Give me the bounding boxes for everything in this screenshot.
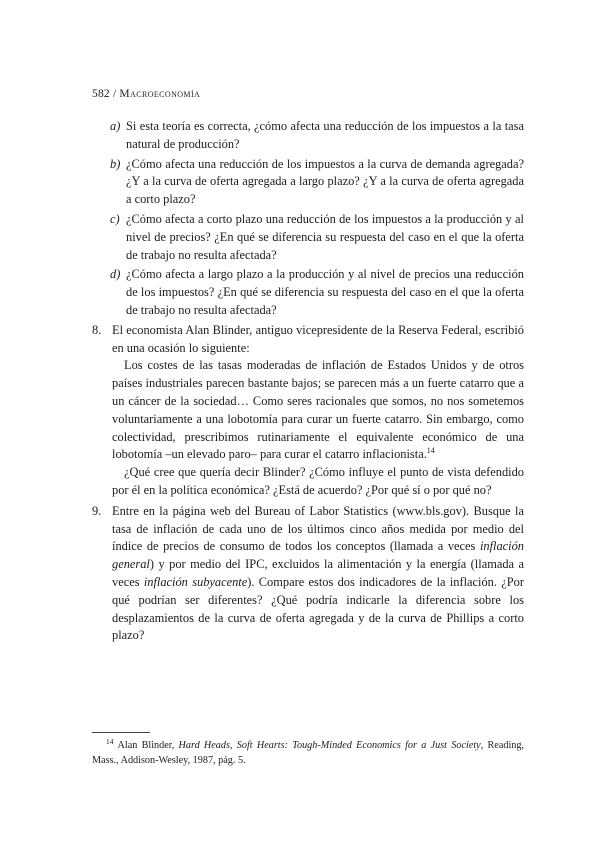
subitem-b [92, 156, 524, 209]
question-intro: El economista Alan Blinder, antiguo vicepresidente de la Reserva Federal, escribió en una ocasión lo siguiente: [112, 322, 524, 355]
footnote-reference[interactable]: 14 [426, 446, 435, 456]
quote-text: Los costes de las tasas moderadas de inflación de Estados Unidos y de otros países industriales parecen bastante bajos; se parecen más a un fuerte catarro que a un cáncer de la sociedad… Como seres racionales que somos, no nos sometemos voluntariamente a una lobotomía para curar un fuerte catarro. Sin embargo, como colectividad, prescribimos rutinariamente el equivalente económico de una lobotomía –un elevado paro– para curar el catarro inflacionista. [112, 358, 524, 462]
subitem-label: c) [110, 211, 120, 226]
question-text: ). Compare estos dos indicadores de la inflación. ¿Por qué podrían ser diferentes? ¿Qué podría indicarle la diferencia sobre los desplazamientos de la curva de oferta agregada y de la curva de Phillips a corto plazo? [112, 574, 524, 643]
question-number: 8. [92, 322, 102, 337]
footnote-number: 14 [106, 736, 114, 746]
header-separator: / [112, 88, 117, 100]
subitem-c [92, 211, 524, 264]
page-number: 582 [92, 88, 110, 100]
question-text: Entre en la página web del Bureau of Labor Statistics (www.bls.gov). Busque la tasa de inflación de cada uno de los últimos cinco años medida por medio del índice de precios de consumo de todos los conceptos (llamada a veces [112, 503, 524, 554]
subitem-label: a) [110, 119, 121, 133]
subitem-d [92, 266, 524, 319]
question-8-followup: ¿Qué cree que quería decir Blinder? ¿Cómo influye el punto de vista defendido por él en la política económica? ¿Está de acuerdo? ¿Por qué sí o por qué no? [112, 465, 524, 497]
footnote-author: Alan Blinder, [117, 740, 179, 751]
subitem-a [92, 118, 524, 154]
question-9 [92, 503, 524, 645]
footnote-details: , Reading, Mass., Addison-Wesley, 1987, pág. 5. [92, 740, 525, 766]
running-header [92, 88, 200, 100]
term-inflacion-subyacente: inflación subyacente [143, 574, 248, 589]
footnote-book-title: Hard Heads, Soft Hearts: Tough-Minded Economics for a Just Society [178, 740, 481, 751]
footnote-divider [92, 732, 150, 733]
footnote [92, 738, 524, 768]
exercise-list [92, 118, 524, 645]
subitem-text: Si esta teoría es correcta, ¿cómo afecta una reducción de los impuestos a la tasa natural de producción? [126, 119, 524, 151]
question-text: ) y por medio del IPC, excluidos la alimentación y la energía (llamada a veces [112, 557, 524, 589]
question-8 [92, 322, 524, 358]
subitem-text: ¿Cómo afecta una reducción de los impuestos a la curva de demanda agregada? ¿Y a la curva de oferta agregada a largo plazo? ¿Y a la curva de oferta agregada a corto plazo? [126, 156, 524, 207]
subitem-text: ¿Cómo afecta a corto plazo una reducción de los impuestos a la producción y al nivel de precios? ¿En qué se diferencia su respuesta del caso en el que la oferta de trabajo no resulta afectada? [126, 211, 524, 262]
question-number: 9. [92, 503, 102, 518]
term-inflacion-general: inflación general [112, 539, 524, 572]
running-title: Macroeconomía [119, 88, 201, 100]
subitem-label: b) [110, 156, 121, 171]
subitem-label: d) [110, 267, 121, 282]
blinder-quote [92, 357, 524, 464]
subitem-text: ¿Cómo afecta a largo plazo a la producción y al nivel de precios una reducción de los impuestos? ¿En qué se diferencia su respuesta del caso en el que la oferta de trabajo no resulta afectada? [126, 267, 524, 317]
